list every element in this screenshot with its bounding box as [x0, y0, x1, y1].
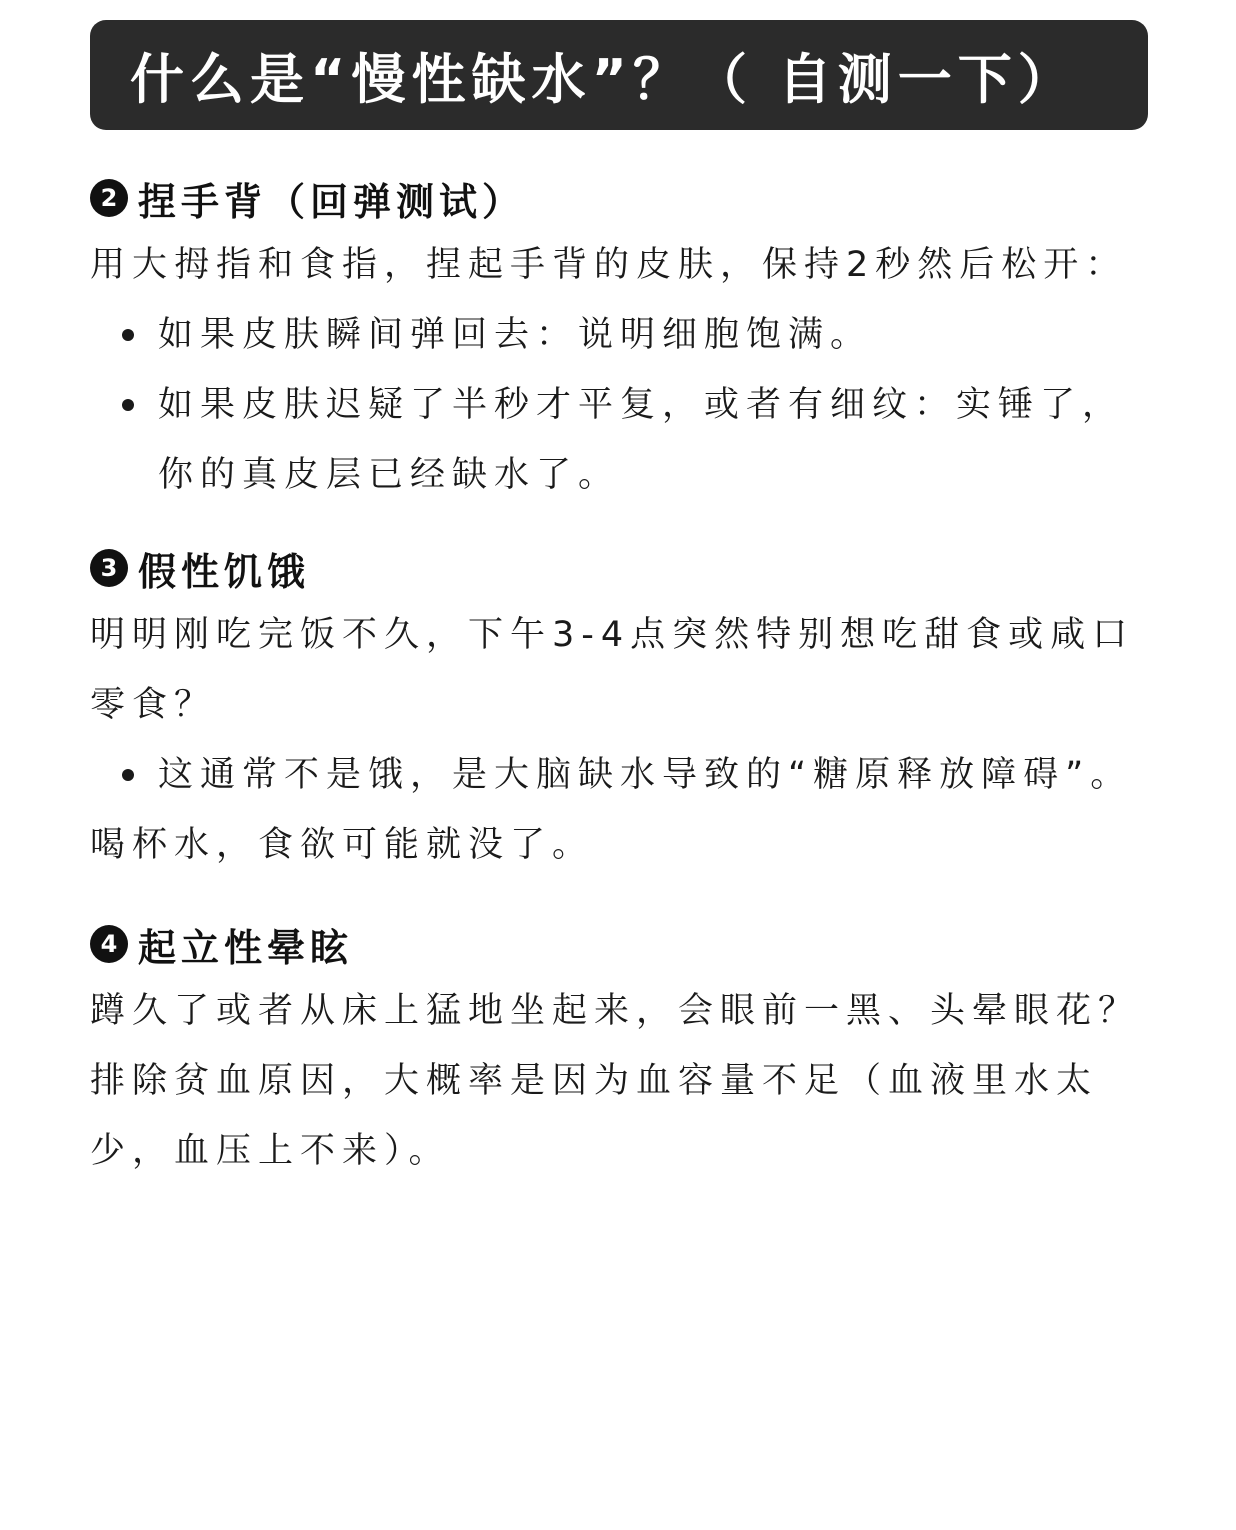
list-item-text: 如果皮肤迟疑了半秒才平复，或者有细纹：实锤了，你的真皮层已经缺水了。	[158, 385, 1125, 495]
list-item	[90, 300, 1148, 370]
section-pinch-test	[90, 166, 1148, 510]
bullet-dot-icon	[122, 399, 134, 411]
bullet-list	[90, 740, 1148, 810]
section-title: 起立性晕眩	[138, 925, 354, 970]
bullet-dot-icon	[122, 329, 134, 341]
number-badge: 3	[90, 549, 128, 587]
page-title: 什么是“慢性缺水”？（ 自测一下）	[130, 47, 1078, 111]
section-title: 假性饥饿	[138, 549, 311, 594]
section-intro: 明明刚吃完饭不久，下午3-4点突然特别想吃甜食或咸口零食？	[90, 615, 1135, 725]
section-intro: 蹲久了或者从床上猛地坐起来，会眼前一黑、头晕眼花？	[90, 991, 1141, 1031]
section-outro: 排除贫血原因，大概率是因为血容量不足（血液里水太少，血压上不来）。	[90, 1061, 1099, 1171]
section-heading	[90, 536, 1148, 600]
section-title: 捏手背（回弹测试）	[138, 179, 526, 224]
article	[90, 20, 1148, 1186]
bullet-list	[90, 300, 1148, 510]
section-false-hunger	[90, 536, 1148, 880]
section-intro: 用大拇指和食指，捏起手背的皮肤，保持2秒然后松开：	[90, 245, 1128, 285]
bullet-dot-icon	[122, 769, 134, 781]
list-item	[90, 740, 1148, 810]
list-item	[90, 370, 1148, 510]
section-orthostatic-dizziness	[90, 912, 1148, 1186]
section-outro: 喝杯水，食欲可能就没了。	[90, 825, 595, 865]
title-banner	[90, 20, 1148, 130]
number-badge: 4	[90, 925, 128, 963]
section-heading	[90, 166, 1148, 230]
list-item-text: 如果皮肤瞬间弹回去：说明细胞饱满。	[158, 315, 873, 355]
list-item-text: 这通常不是饿，是大脑缺水导致的“糖原释放障碍”。	[158, 755, 1133, 795]
number-badge: 2	[90, 179, 128, 217]
section-heading	[90, 912, 1148, 976]
